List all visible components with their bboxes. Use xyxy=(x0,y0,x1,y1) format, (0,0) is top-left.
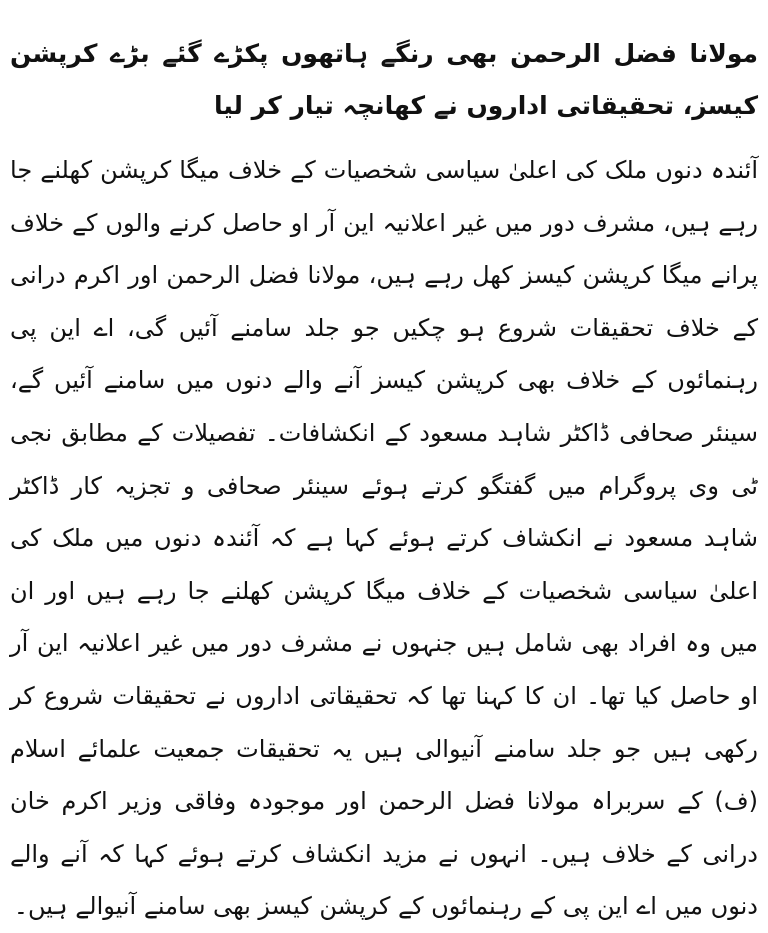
news-article xyxy=(10,0,758,933)
article-headline: مولانا فضل الرحمن بھی رنگے ہاتھوں پکڑے گئے بڑے کرپشن کیسز، تحقیقاتی اداروں نے کھانچہ تیار کر لیا xyxy=(10,39,758,120)
article-body: آئندہ دنوں ملک کی اعلیٰ سیاسی شخصیات کے خلاف میگا کرپشن کھلنے جا رہے ہیں، مشرف دور میں غیر اعلانیہ این آر او حاصل کرنے والوں کے خلاف پرانے میگا کرپشن کیسز کھل رہے ہیں، مولانا فضل الرحمن اور اکرم درانی کے خلاف تحقیقات شروع ہو چکیں جو جلد سامنے آئیں گی، اے این پی رہنمائوں کے خلاف بھی کرپشن کیسز آنے والے دنوں میں سامنے آئیں گے، سینئر صحافی ڈاکٹر شاہد مسعود کے انکشافات۔ تفصیلات کے مطابق نجی ٹی وی پروگرام میں گفتگو کرتے ہوئے سینئر صحافی و تجزیہ کار ڈاکٹر شاہد مسعود نے انکشاف کرتے ہوئے کہا ہے کہ آئندہ دنوں میں ملک کی اعلیٰ سیاسی شخصیات کے خلاف میگا کرپشن کھلنے جا رہے ہیں اور ان میں وہ افراد بھی شامل ہیں جنہوں نے مشرف دور میں غیر اعلانیہ این آر او حاصل کیا تھا۔ ان کا کہنا تھا کہ تحقیقاتی اداروں نے تحقیقات شروع کر رکھی ہیں جو جلد سامنے آنیوالی ہیں یہ تحقیقات جمعیت علمائے اسلام (ف) کے سربراہ مولانا فضل الرحمن اور موجودہ وفاقی وزیر اکرم خان درانی کے خلاف ہیں۔ انہوں نے مزید انکشاف کرتے ہوئے کہا کہ آنے والے دنوں میں اے این پی کے رہنمائوں کے کرپشن کیسز بھی سامنے آنیوالے ہیں۔ xyxy=(10,156,759,921)
